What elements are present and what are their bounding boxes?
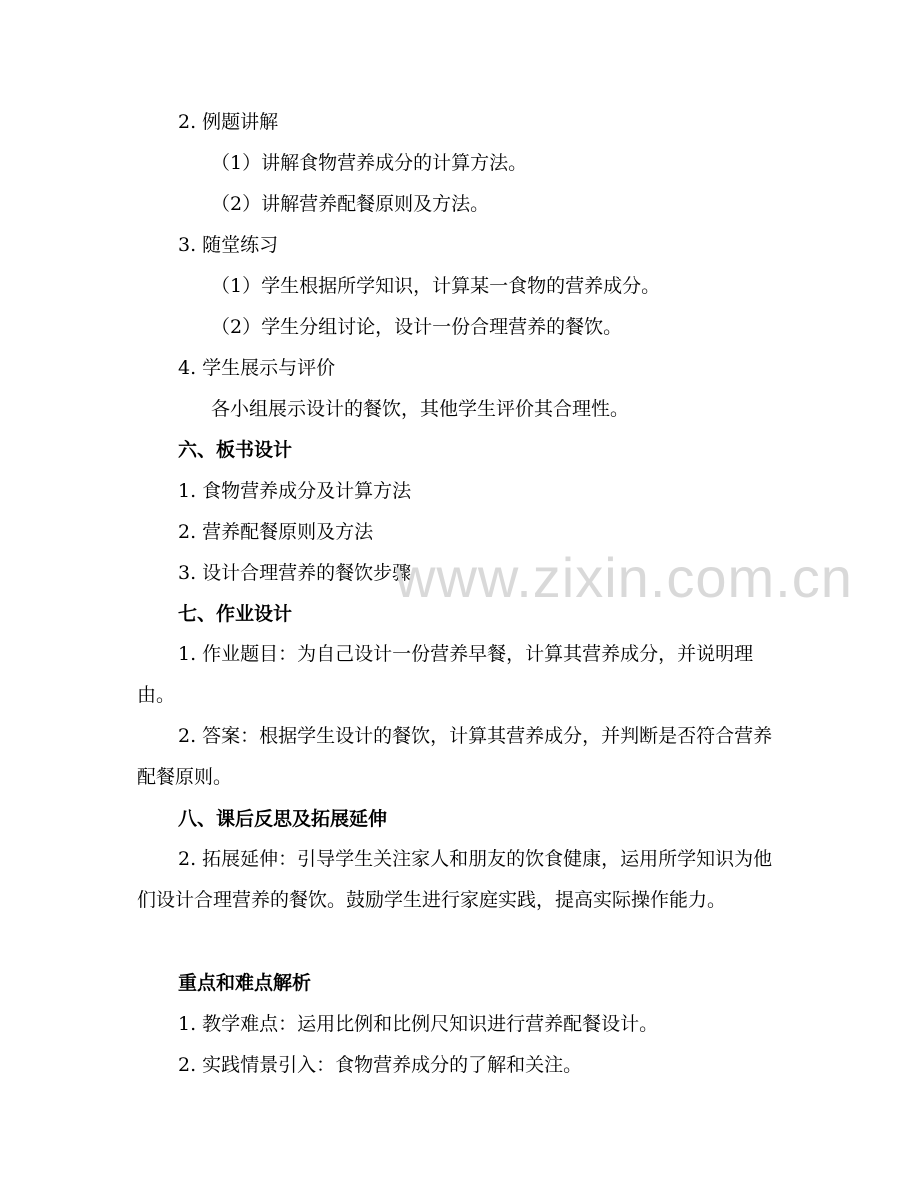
showcase-text: 各小组展示设计的餐饮，其他学生评价其合理性。 <box>211 398 630 420</box>
site-watermark: www.zixin.com.cn <box>395 546 853 609</box>
board-design-heading: 六、板书设计 <box>178 439 293 461</box>
reflection-text: 2. 拓展延伸：引导学生关注家人和朋友的饮食健康，运用所学知识为他们设计合理营养的餐饮。鼓励学生进行家庭实践，提高实际操作能力。 <box>137 848 773 911</box>
keypoint-item: 2. 实践情景引入：食物营养成分的了解和关注。 <box>178 1054 583 1076</box>
keypoints-heading: 重点和难点解析 <box>178 972 312 994</box>
example-heading: 2. 例题讲解 <box>178 111 279 133</box>
board-item: 3. 设计合理营养的餐饮步骤 <box>178 562 412 584</box>
showcase-heading: 4. 学生展示与评价 <box>178 357 336 379</box>
practice-heading: 3. 随堂练习 <box>178 234 279 256</box>
reflection-heading: 八、课后反思及拓展延伸 <box>178 808 388 830</box>
homework-item: 1. 作业题目：为自己设计一份营养早餐，计算其营养成分，并说明理由。 <box>137 643 754 706</box>
example-item: （1）讲解食物营养成分的计算方法。 <box>211 152 528 174</box>
board-item: 2. 营养配餐原则及方法 <box>178 521 374 543</box>
homework-item: 2. 答案：根据学生设计的餐饮，计算其营养成分，并判断是否符合营养配餐原则。 <box>137 725 773 788</box>
homework-heading: 七、作业设计 <box>178 603 293 625</box>
example-item: （2）讲解营养配餐原则及方法。 <box>211 193 490 215</box>
board-item: 1. 食物营养成分及计算方法 <box>178 480 412 502</box>
practice-item: （1）学生根据所学知识，计算某一食物的营养成分。 <box>211 275 661 297</box>
keypoint-item: 1. 教学难点：运用比例和比例尺知识进行营养配餐设计。 <box>178 1013 659 1035</box>
practice-item: （2）学生分组讨论，设计一份合理营养的餐饮。 <box>211 316 623 338</box>
